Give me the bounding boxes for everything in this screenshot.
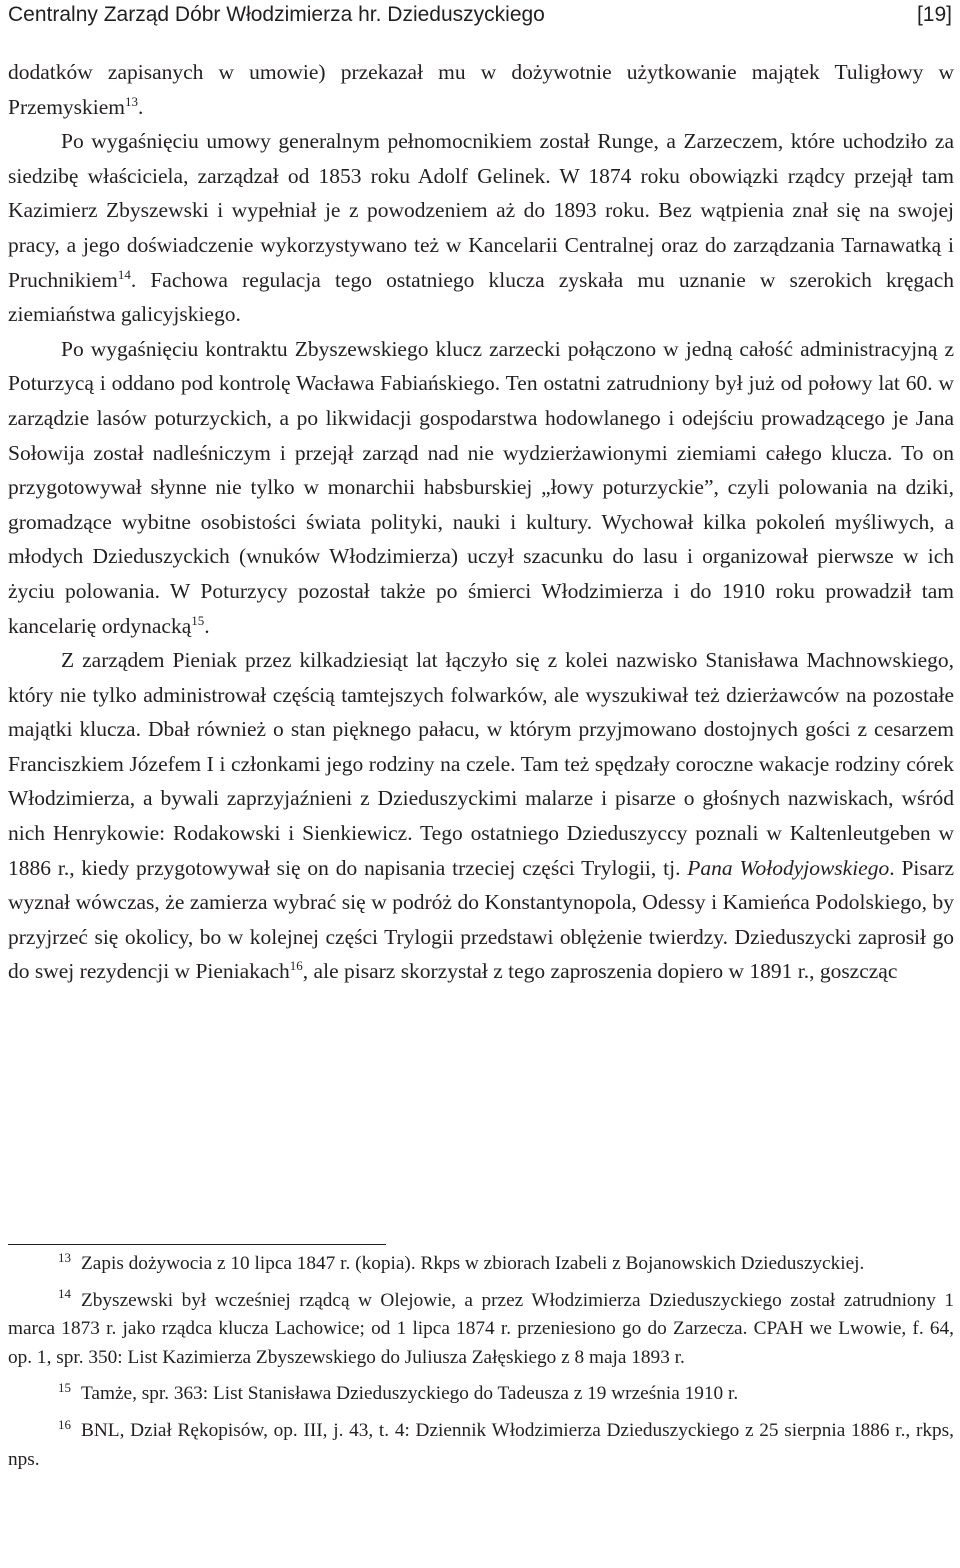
footnote-ref-15: 15 — [191, 612, 205, 628]
footnote-number: 13 — [58, 1249, 71, 1265]
paragraph-3 — [8, 332, 954, 643]
paragraph-3-text-end: . — [204, 613, 210, 638]
paragraph-1-text: dodatków zapisanych w umowie) przekazał mu w dożywotnie użytkowanie majątek Tuligłowy w Przemyskiem — [8, 60, 954, 119]
footnote-separator — [8, 1244, 386, 1245]
paragraph-4-text: Z zarządem Pieniak przez kilkadziesiąt lat łączyło się z kolei nazwisko Stanisława Machnowskiego, który nie tylko administrował częścią tamtejszych folwarków, ale wyszukiwał też dzierżawców na pozostałe majątki klucza. Dbał również o stan pięknego pałacu, w którym przyjmowano dostojnych gości z cesarzem Franciszkiem Józefem I i członkami jego rodziny na czele. Tam też spędzały coroczne wakacje rodziny córek Włodzimierza, a bywali zaprzyjaźnieni z Dzieduszyckimi malarze i pisarze o głośnych nazwiskach, wśród nich Henrykowie: Rodakowski i Sienkiewicz. Tego ostatniego Dzieduszyccy poznali w Kaltenleutgeben w 1886 r., kiedy przygotowywał się on do napisania trzeciej części Trylogii, tj. — [8, 648, 954, 880]
paragraph-1-text-end: . — [138, 94, 144, 119]
footnote-number: 16 — [58, 1416, 71, 1432]
paragraph-2 — [8, 124, 954, 332]
body-text — [8, 55, 954, 989]
footnote-text: BNL, Dział Rękopisów, op. III, j. 43, t. 4: Dziennik Włodzimierza Dzieduszyckiego z 25 sierpnia 1886 r., rkps, nps. — [8, 1419, 954, 1470]
paragraph-2-text: Po wygaśnięciu umowy generalnym pełnomocnikiem został Runge, a Zarzeczem, które uchodziło za siedzibę właściciela, zarządzał od 1853 roku Adolf Gelinek. W 1874 roku obowiązki rządcy przejął tam Kazimierz Zbyszewski i wypełniał je z powodzeniem aż do 1893 roku. Bez wątpienia znał się na swojej pracy, a jego doświadczenie wykorzystywano też w Kancelarii Centralnej oraz do zarządzania Tarnawatką i Pruchnikiem — [8, 129, 954, 292]
page-number: [19] — [916, 3, 952, 26]
paragraph-4-text-end: , ale pisarz skorzystał z tego zaproszenia dopiero w 1891 r., goszcząc — [302, 959, 898, 984]
document-page — [8, 0, 954, 1568]
footnote-number: 15 — [58, 1379, 71, 1395]
running-header-title: Centralny Zarząd Dóbr Włodzimierza hr. Dzieduszyckiego — [8, 3, 545, 26]
footnote — [8, 1250, 954, 1279]
book-title: Pana Wołodyjowskiego — [687, 855, 890, 880]
footnote — [8, 1380, 954, 1409]
footnote — [8, 1417, 954, 1474]
paragraph-1 — [8, 55, 954, 124]
paragraph-4 — [8, 643, 954, 989]
footnote-text: Zapis dożywocia z 10 lipca 1847 r. (kopia). Rkps w zbiorach Izabeli z Bojanowskich Dzieduszyckiej. — [81, 1253, 865, 1274]
paragraph-2-text-end: . Fachowa regulacja tego ostatniego klucza zyskała mu uznanie w szerokich kręgach ziemiaństwa galicyjskiego. — [8, 267, 954, 327]
footnote-ref-16: 16 — [289, 958, 303, 974]
footnote-text: Zbyszewski był wcześniej rządcą w Olejowie, a przez Włodzimierza Dzieduszyckiego został zatrudniony 1 marca 1873 r. jako rządca klucza Lachowice; od 1 lipca 1874 r. przeniesiono go do Zarzecza. CPAH we Lwowie, f. 64, op. 1, spr. 350: List Kazimierza Zbyszewskiego do Juliusza Załęskiego z 8 maja 1893 r. — [8, 1289, 954, 1368]
footnote-text: Tamże, spr. 363: List Stanisława Dzieduszyckiego do Tadeusza z 19 września 1910 r. — [81, 1383, 739, 1405]
footnote-ref-14: 14 — [117, 266, 131, 282]
paragraph-4-text-mid: . Pisarz wyznał wówczas, że zamierza wybrać się w podróż do Konstantynopola, Odessy i Kamieńca Podolskiego, by przyjrzeć się okolicy, bo w kolejnej części Trylogii przedstawi oblężenie twierdzy. Dzieduszycki zaprosił go do swej rezydencji w Pieniakach — [8, 855, 955, 984]
footnote — [8, 1287, 954, 1373]
footnote-number: 14 — [58, 1286, 71, 1302]
footnote-ref-13: 13 — [125, 93, 139, 109]
footnotes — [8, 1250, 954, 1482]
running-header — [8, 0, 954, 30]
paragraph-3-text: Po wygaśnięciu kontraktu Zbyszewskiego klucz zarzecki połączono w jedną całość administracyjną z Poturzycą i oddano pod kontrolę Wacława Fabiańskiego. Ten ostatni zatrudniony był już od połowy lat 60. w zarządzie lasów poturzyckich, a po likwidacji gospodarstwa hodowlanego i odejściu prowadzącego je Jana Sołowija został nadleśniczym i przejął zarząd nad nie wydzierżawionymi ziemiami całego klucza. To on przygotowywał słynne nie tylko w monarchii habsburskiej „łowy poturzyckie”, czyli polowania na dziki, gromadzące wybitne osobistości świata polityki, nauki i kultury. Wychował kilka pokoleń myśliwych, a młodych Dzieduszyckich (wnuków Włodzimierza) uczył szacunku do lasu i organizował pierwsze w ich życiu polowania. W Poturzycy pozostał także po śmierci Włodzimierza i do 1910 roku prowadził tam kancelarię ordynacką — [8, 336, 954, 638]
